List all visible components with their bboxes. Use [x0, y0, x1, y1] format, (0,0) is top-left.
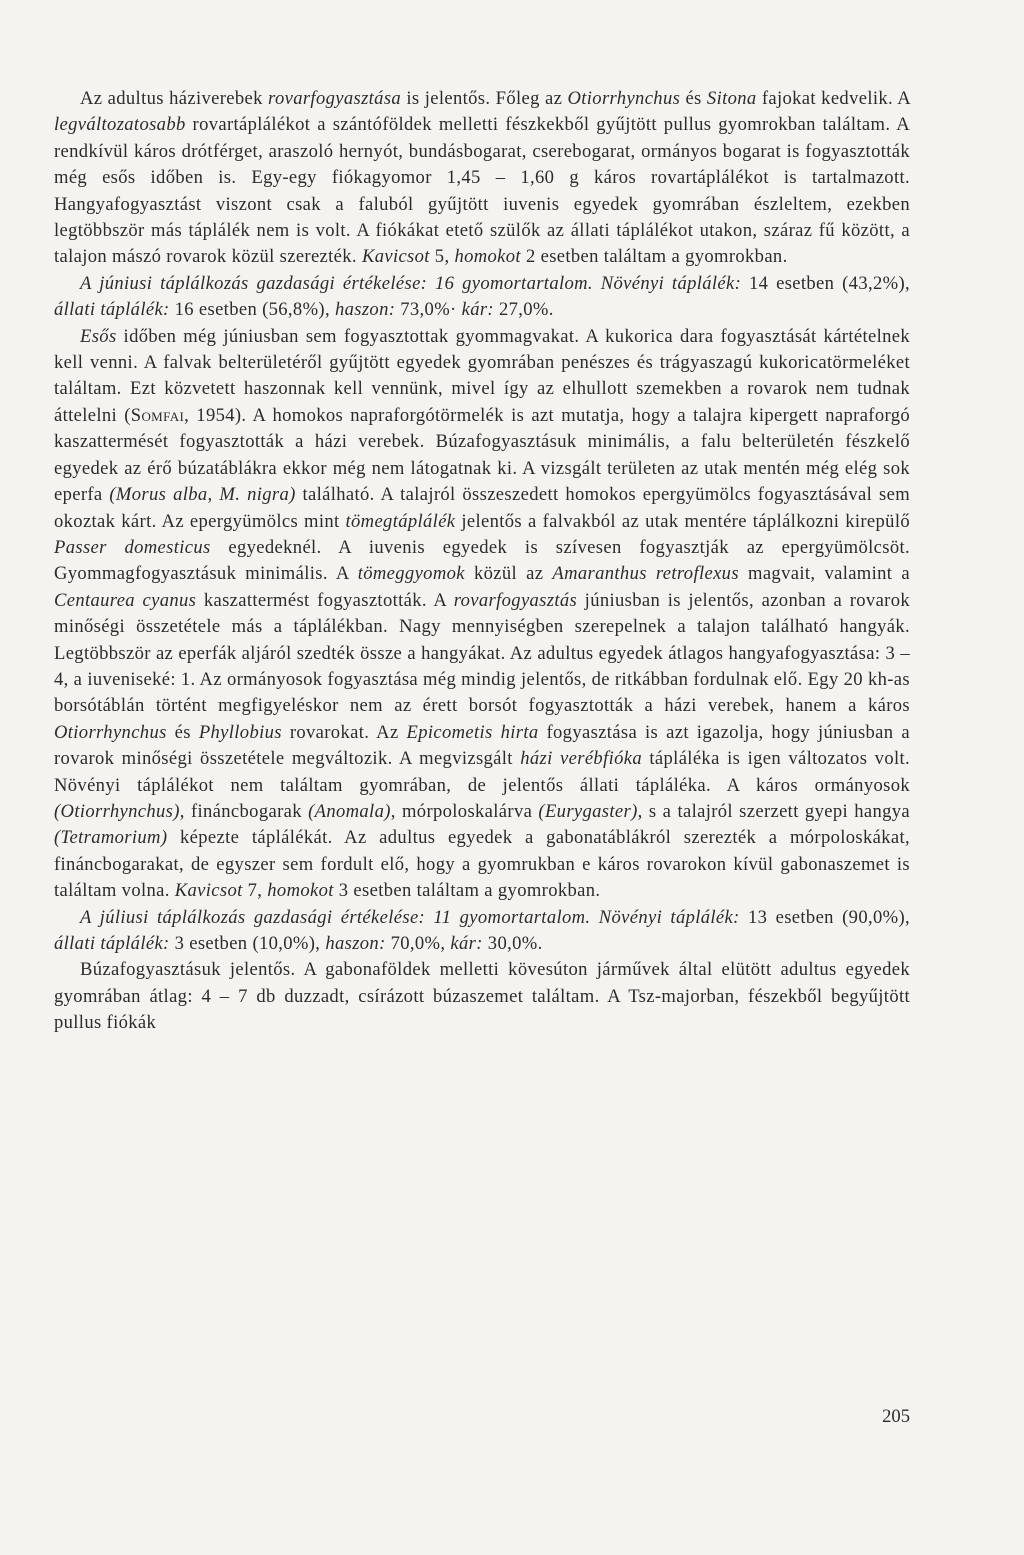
italic-run: Passer domesticus [54, 536, 211, 558]
text-run: fogyasztása is azt igazolja, hogy júniusban a rovarok minőségi összetétele megváltozik. A megvizsgált [54, 721, 911, 770]
italic-run: (Morus alba, M. nigra) [109, 484, 296, 506]
text-run: , s a talajról szerzett gyepi hangya [637, 800, 911, 822]
italic-run: A júniusi táplálkozás gazdasági értékelése: 16 gyomortartalom. Növényi táplálék: [80, 272, 742, 294]
text-run: tápláléka is igen változatos volt. Növényi táplálékot nem találtam gyomrában, de jelentős állati tápláléka. A káros ormányosok [54, 748, 911, 796]
italic-run: Phyllobius [198, 721, 282, 743]
italic-run: A júliusi táplálkozás gazdasági értékelése: 11 gyomortartalom. Növényi táplálék: [80, 906, 740, 928]
text-run: magvait, valamint a [738, 563, 910, 585]
italic-run: állati táplálék: [54, 299, 170, 321]
italic-run: (Eurygaster) [538, 800, 638, 822]
italic-run: rovarfogyasztása [268, 88, 402, 109]
text-run: Az adultus háziverebek [80, 88, 269, 109]
italic-run: tömeggyomok [357, 563, 465, 585]
text-run: , mórpoloskalárva [390, 800, 539, 822]
text-run: időben még júniusban sem fogyasztottak gyommagvakat. A kukorica dara fogyasztását kártételnek kell venni. A falvak belterületéről gyűjtött egyedek gyomrában penészes és trágyaszagú kukoricatörmeléket találtam. Ezt közvetett haszonnak kell vennünk, mivel így az elhullott szemekben a rovarok nem tudnak áttelelni ( [54, 325, 910, 426]
italic-run: Kavicsot [361, 246, 430, 268]
text-run: jelentős a falvakból az utak mentére táplálkozni kirepülő [455, 510, 910, 532]
text-run: is jelentős. Főleg az [401, 88, 568, 109]
italic-run: kár: [461, 299, 494, 321]
italic-run: haszon: [325, 933, 386, 954]
text-run: található. A talajról összeszedett homokos epergyümölcs fogyasztásával sem okoztak kárt. Az epergyümölcs mint [54, 484, 911, 532]
italic-run: házi verébfióka [520, 748, 643, 770]
text-run: júniusban is jelentős, azonban a rovarok minőségi összetétele más a táplálékban. Nagy mennyiségben szerepelnek a talajon található hangyák. Legtöbbször az eperfák aljáról szedték össze a hangyákat. Az adultus egyedek átlagos hangyafogyasztása: 3 – 4, a iuveniseké: 1. Az ormányosok fogyasztása még mindig jelentős, de ritkábban fordulnak elő. Egy 20 kh-as borsótáblán történt megfigyeléskor nem az érett borsót fogyasztották a házi verebek, hanem a káros [54, 589, 911, 717]
italic-run: homokot [267, 880, 334, 902]
text-run: 27,0%. [493, 299, 554, 321]
paragraph [54, 957, 910, 1036]
text-run: 3 esetben találtam a gyomrokban. [333, 880, 601, 902]
text-run: 16 esetben (56,8%), [169, 299, 335, 321]
text-run: egyedeknél. A iuvenis egyedek is szívesen fogyasztják az epergyümölcsöt. Gyommagfogyasztásuk minimális. A [54, 536, 911, 585]
italic-run: Otiorrhynchus [567, 88, 681, 109]
text-run: Búzafogyasztásuk jelentős. A gabonaföldek melletti kövesúton járművek által elütött adultus egyedek gyomrában átlag: 4 – 7 db duzzadt, csírázott búzaszemet találtam. A Tsz-majorban, fészekből begyűjtött pullus fiókák [54, 959, 910, 1034]
text-run: 73,0%· [395, 299, 462, 321]
text-run: 5, [429, 246, 455, 268]
text-run: 7, [242, 880, 268, 902]
italic-run: (Anomala) [308, 800, 391, 822]
text-run: és [680, 88, 707, 109]
italic-run: homokot [454, 246, 521, 268]
italic-run: állati táplálék: [54, 933, 170, 954]
italic-run: Amaranthus retroflexus [552, 563, 739, 585]
paragraph [54, 905, 910, 958]
page-number: 205 [882, 1406, 910, 1427]
text-run: 14 esetben (43,2%), [741, 272, 910, 294]
italic-run: rovarfogyasztás [453, 589, 578, 611]
text-run: kaszattermést fogyasztották. A [196, 589, 454, 611]
text-run: 13 esetben (90,0%), [739, 906, 910, 928]
text-run: fajokat kedvelik. A [756, 88, 911, 109]
text-run: közül az [464, 563, 553, 585]
italic-run: Centaurea cyanus [54, 589, 197, 611]
text-run: 2 esetben találtam a gyomrokban. [520, 246, 788, 268]
italic-run: tömegtáplálék [345, 510, 456, 532]
paragraph [54, 324, 910, 905]
paragraph [54, 86, 910, 271]
italic-run: legváltozatosabb [54, 114, 186, 136]
italic-run: kár: [450, 933, 483, 954]
italic-run: haszon: [334, 299, 396, 321]
italic-run: Kavicsot [174, 880, 243, 902]
text-run: Somfai [130, 404, 185, 426]
paragraph [54, 271, 910, 324]
italic-run: Esős [80, 325, 117, 347]
body-text [54, 86, 910, 1037]
italic-run: (Otiorrhynchus) [54, 800, 180, 822]
text-run: és [166, 721, 199, 743]
text-run: rovarokat. Az [281, 721, 407, 743]
italic-run: Epicometis hirta [406, 721, 539, 743]
text-run: képezte táplálékát. Az adultus egyedek a gabonatáblákról szerezték a mórpoloskákat, fináncbogarakat, de egyszer sem fordult elő, hogy a gyomrukban e káros rovarokon kívül gabonaszemet is találtam volna. [54, 827, 910, 902]
text-run: rovartáplálékot a szántóföldek melletti fészkekből gyűjtött pullus gyomrokban találtam. A rendkívül káros drótférget, araszoló hernyót, bundásbogarat, cserebogarat, ormányos bogarat is fogyasztották még esős időben is. Egy-egy fiókagyomor 1,45 – 1,60 g káros rovartáplálékot is tartalmazott. Hangyafogyasztást viszont csak a faluból gyűjtött iuvenis egyedek gyomrában észleltem, ezekben legtöbbször más táplálék nem is volt. A fiókákat etető szülők az állati táplálékot utakon, száraz fű között, a talajon mászó rovarok közül szerezték. [54, 114, 910, 268]
text-run: , 1954). A homokos napraforgótörmelék is azt mutatja, hogy a talajra kipergett napraforgó kaszattermését fogyasztották a házi verebek. Búzafogyasztásuk minimális, a falu belterületén fészkelő egyedek az érő búzatáblákra ekkor még nem látogatnak ki. A vizsgált területen az utak mentén még elég sok eperfa [54, 404, 910, 506]
text-run: 30,0%. [482, 933, 543, 954]
text-run: 3 esetben (10,0%), [169, 933, 326, 954]
italic-run: (Tetramorium) [54, 827, 168, 849]
italic-run: Otiorrhynchus [54, 721, 167, 743]
text-run: 70,0%, [385, 933, 451, 954]
text-run: , fináncbogarak [179, 800, 309, 822]
italic-run: Sitona [706, 88, 757, 109]
